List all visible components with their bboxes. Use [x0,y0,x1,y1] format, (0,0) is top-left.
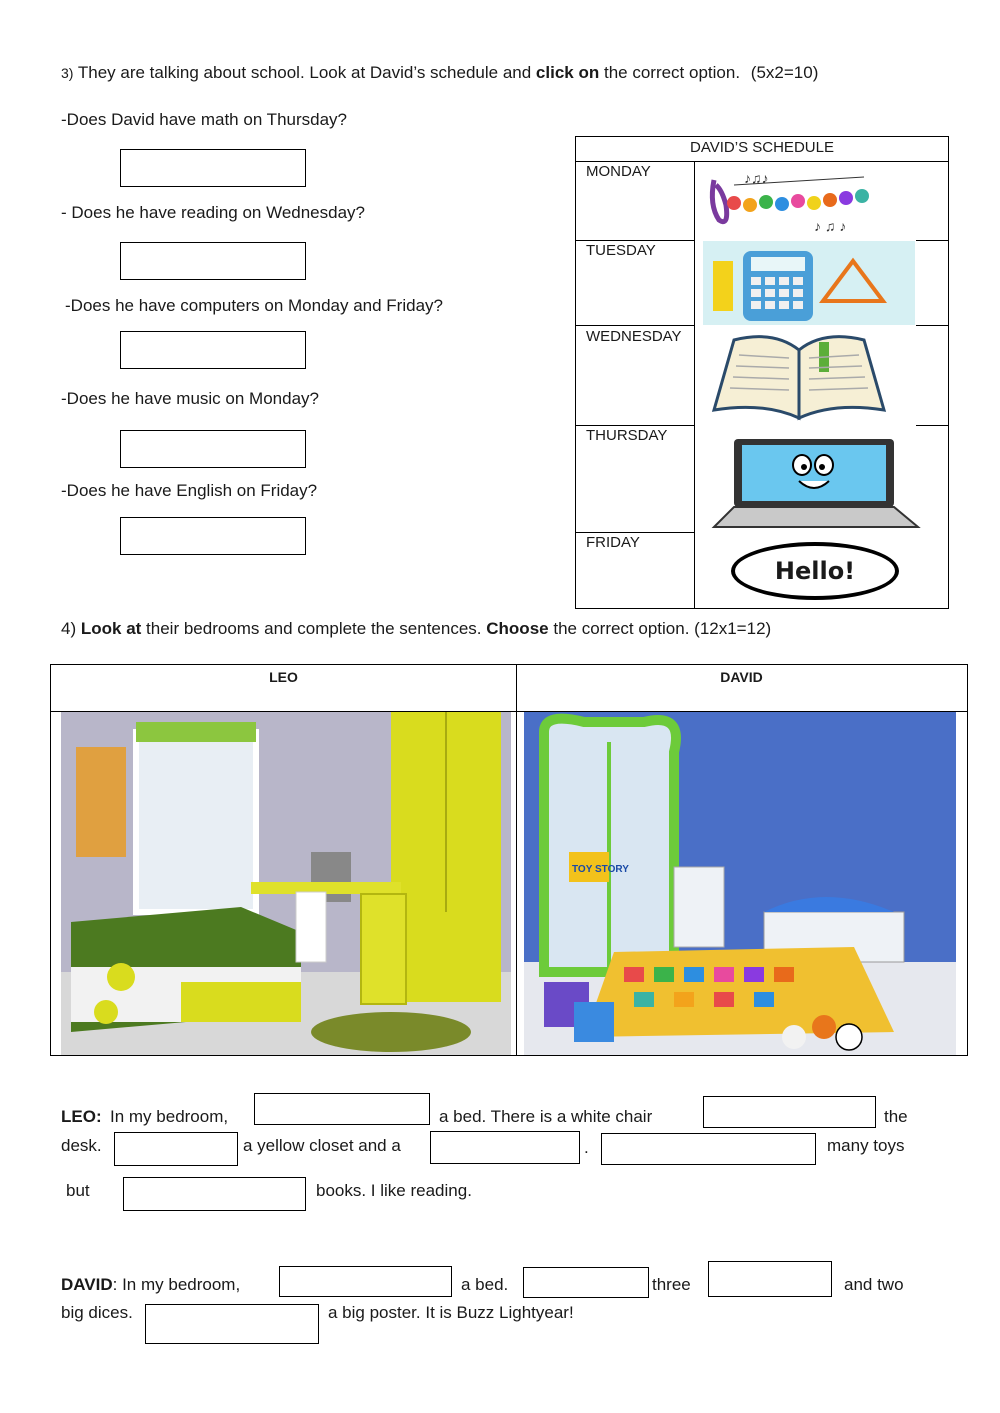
answer-box-q2[interactable] [120,242,306,280]
leo-blank-5[interactable] [601,1133,816,1165]
hello-bubble-text: Hello! [774,557,856,585]
answer-box-q5[interactable] [120,517,306,555]
david-blank-4[interactable] [145,1304,319,1344]
section3-intro-b: the correct option. [603,63,741,82]
schedule-table [575,136,949,609]
day-tuesday: TUESDAY [586,242,656,259]
leo-text-3: the [884,1107,908,1126]
answer-box-q3[interactable] [120,331,306,369]
section3-intro-a: They are talking about school. Look at David’s schedule and [77,63,532,82]
leo-text-2: a bed. There is a white chair [439,1107,653,1126]
day-thursday: THURSDAY [586,427,668,444]
question-5: -Does he have English on Friday? [61,481,318,500]
leo-label: LEO: [61,1107,102,1126]
section3-points: (5x2=10) [750,63,819,82]
col-header-david: DAVID [720,669,763,685]
section3-intro-bold: click on [535,63,600,82]
section4-text2: the correct option. [553,619,690,638]
david-text-3: three [652,1275,691,1294]
david-blank-3[interactable] [708,1261,832,1297]
leo-blank-2[interactable] [703,1096,876,1128]
leo-text-4: desk. [61,1136,102,1155]
section3-instructions [61,63,818,83]
toy-story-logo: TOY STORY [572,864,629,875]
david-text-6: a big poster. It is Buzz Lightyear! [328,1303,574,1322]
section4-number: 4) [61,619,77,638]
bedrooms-table [50,664,968,1056]
question-4: -Does he have music on Monday? [61,389,319,408]
question-1: -Does David have math on Thursday? [61,110,348,129]
question-3: -Does he have computers on Monday and Friday? [65,296,443,315]
david-label: DAVID [61,1275,113,1294]
leo-blank-6[interactable] [123,1177,306,1211]
david-text-5: big dices. [61,1303,133,1322]
open-book-image [704,330,894,422]
david-bedroom-image [524,712,956,1055]
laptop-image [704,437,926,529]
math-calculator-image [703,241,915,325]
david-text-1: : In my bedroom, [112,1275,241,1294]
leo-text-8: but [66,1181,90,1200]
leo-text-6: . [584,1138,589,1157]
answer-box-q4[interactable] [120,430,306,468]
col-header-leo: LEO [269,669,298,685]
answer-box-q1[interactable] [120,149,306,187]
david-blank-2[interactable] [523,1267,649,1298]
day-monday: MONDAY [586,163,651,180]
leo-blank-4[interactable] [430,1131,580,1164]
david-blank-1[interactable] [279,1266,452,1297]
leo-blank-3[interactable] [114,1132,238,1166]
hello-bubble-image [731,542,899,600]
svg-text:♪♫♪: ♪♫♪ [744,170,769,186]
svg-text:♪ ♫ ♪: ♪ ♫ ♪ [814,218,847,234]
leo-text-7: many toys [827,1136,905,1155]
section4-bold-choose: Choose [486,619,549,638]
david-paragraph-line1 [61,1275,240,1295]
schedule-title: DAVID’S SCHEDULE [690,139,834,156]
david-text-2: a bed. [461,1275,509,1294]
section3-number: 3) [61,65,74,81]
question-2: - Does he have reading on Wednesday? [61,203,365,222]
leo-text-5: a yellow closet and a [243,1136,401,1155]
music-notes-image [704,165,884,237]
leo-bedroom-image [61,712,511,1055]
section4-bold-look: Look at [80,619,142,638]
section4-instructions [61,619,771,639]
leo-blank-1[interactable] [254,1093,430,1125]
day-wednesday: WEDNESDAY [586,328,682,345]
david-text-4: and two [844,1275,904,1294]
section4-text1: their bedrooms and complete the sentences. [146,619,482,638]
leo-text-1: In my bedroom, [110,1107,229,1126]
section4-points: (12x1=12) [694,619,772,638]
leo-text-9: books. I like reading. [316,1181,472,1200]
day-friday: FRIDAY [586,534,640,551]
